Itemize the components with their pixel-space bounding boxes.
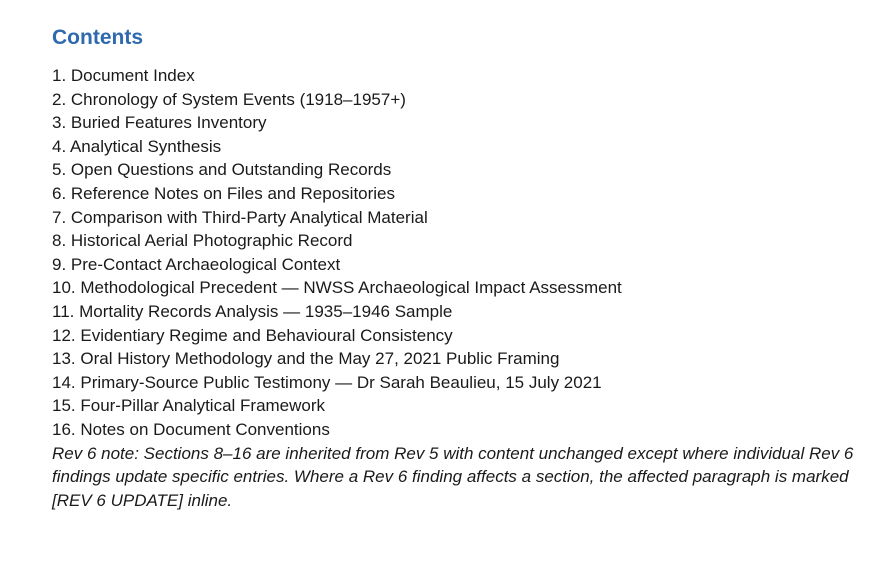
contents-item-7: 7. Comparison with Third-Party Analytical Material bbox=[52, 207, 428, 227]
contents-list bbox=[52, 64, 861, 442]
contents-item-16: 16. Notes on Document Conventions bbox=[52, 419, 330, 439]
contents-item-15: 15. Four-Pillar Analytical Framework bbox=[52, 396, 326, 416]
contents-item-2: 2. Chronology of System Events (1918–1957+) bbox=[52, 89, 406, 109]
contents-item-12: 12. Evidentiary Regime and Behavioural Consistency bbox=[52, 325, 453, 345]
contents-item-8: 8. Historical Aerial Photographic Record bbox=[52, 231, 353, 251]
contents-item-9: 9. Pre-Contact Archaeological Context bbox=[52, 254, 341, 274]
contents-item-13: 13. Oral History Methodology and the May 27, 2021 Public Framing bbox=[52, 349, 560, 369]
contents-item-6: 6. Reference Notes on Files and Repositories bbox=[52, 183, 396, 203]
contents-heading: Contents bbox=[52, 26, 143, 49]
contents-item-10: 10. Methodological Precedent — NWSS Archaeological Impact Assessment bbox=[52, 278, 622, 298]
contents-item-5: 5. Open Questions and Outstanding Records bbox=[52, 160, 392, 180]
contents-item-1: 1. Document Index bbox=[52, 66, 195, 85]
contents-item-11: 11. Mortality Records Analysis — 1935–1946 Sample bbox=[52, 301, 453, 321]
contents-item-4: 4. Analytical Synthesis bbox=[52, 136, 222, 156]
contents-item-3: 3. Buried Features Inventory bbox=[52, 113, 267, 133]
contents-item-14: 14. Primary-Source Public Testimony — Dr Sarah Beaulieu, 15 July 2021 bbox=[52, 372, 602, 392]
revision-note: Rev 6 note: Sections 8–16 are inherited from Rev 5 with content unchanged except where individual Rev 6 findings update specific entries. Where a Rev 6 finding affects a section, the affected paragraph is marked [REV 6 UPDATE] inline. bbox=[52, 443, 854, 510]
